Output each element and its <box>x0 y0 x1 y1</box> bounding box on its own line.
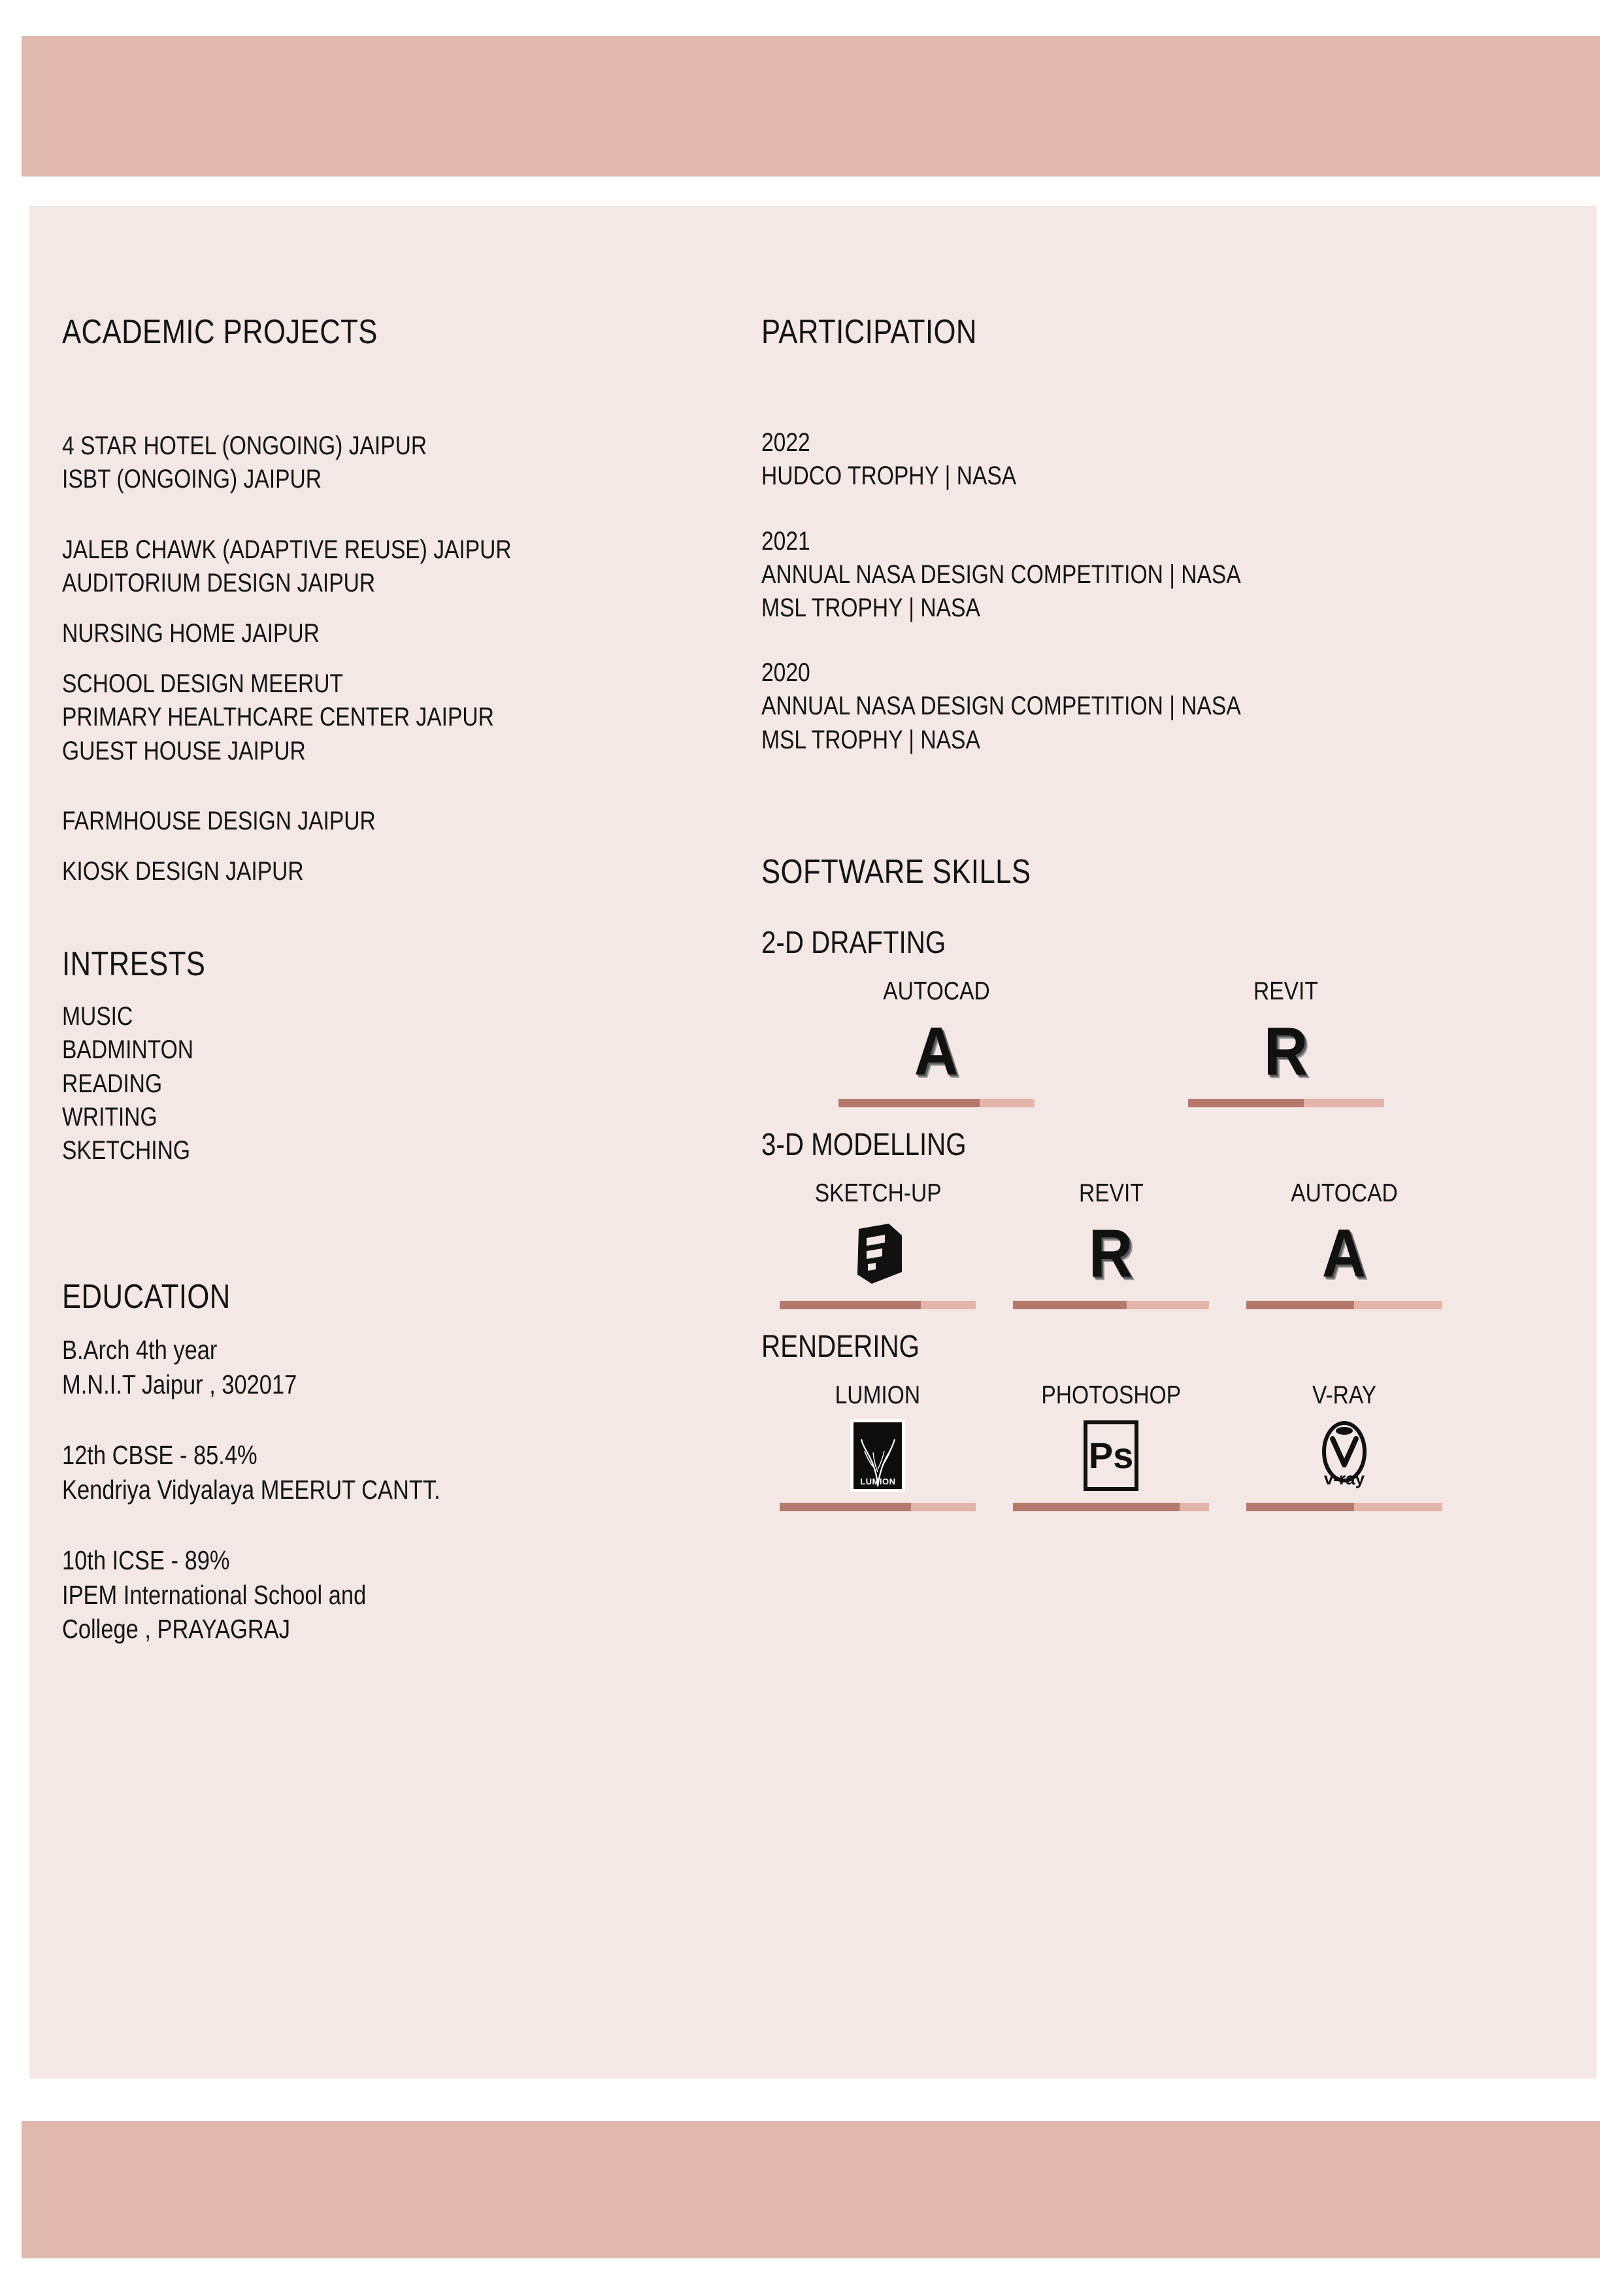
interests-list <box>62 1000 742 1167</box>
project-group <box>62 805 742 838</box>
skill-level-fill <box>1013 1503 1180 1511</box>
project-item: KIOSK DESIGN JAIPUR <box>62 856 304 886</box>
participation-entry <box>761 656 1533 757</box>
project-item: PRIMARY HEALTHCARE CENTER JAIPUR <box>62 703 494 732</box>
participation-item: MSL TROPHY | NASA <box>761 725 980 754</box>
project-item: JALEB CHAWK (ADAPTIVE REUSE) JAIPUR <box>62 535 512 564</box>
interest-item: WRITING <box>62 1102 157 1131</box>
skill-autocad <box>761 978 1111 1107</box>
education-line: IPEM International School and <box>62 1579 367 1610</box>
project-group <box>62 429 742 496</box>
interest-item: READING <box>62 1069 163 1098</box>
top-decorative-band <box>22 36 1600 176</box>
skill-autocad <box>1227 1180 1461 1309</box>
project-group <box>62 533 742 600</box>
sketchup-logo-icon <box>850 1214 906 1293</box>
right-column <box>761 314 1533 1511</box>
skill-label: V-RAY <box>1312 1381 1376 1410</box>
participation-item: ANNUAL NASA DESIGN COMPETITION | NASA <box>761 692 1241 721</box>
skill-label: LUMION <box>835 1381 921 1410</box>
participation-entry <box>761 525 1533 626</box>
project-group <box>62 855 742 888</box>
skill-level-bar <box>1013 1301 1209 1309</box>
participation-year: 2022 <box>761 428 810 458</box>
skill-category-2d-drafting: 2-D DRAFTING <box>761 925 946 960</box>
skill-category-rendering: RENDERING <box>761 1330 920 1365</box>
education-line: 10th ICSE - 89% <box>62 1545 230 1576</box>
skill-revit <box>1111 978 1461 1107</box>
skill-level-fill <box>1188 1099 1304 1107</box>
participation-item: MSL TROPHY | NASA <box>761 593 980 622</box>
skill-lumion <box>761 1382 995 1511</box>
project-item: AUDITORIUM DESIGN JAIPUR <box>62 568 376 597</box>
skill-level-fill <box>780 1301 921 1309</box>
project-item: NURSING HOME JAIPUR <box>62 618 320 648</box>
education-line: M.N.I.T Jaipur , 302017 <box>62 1369 297 1399</box>
skill-label: PHOTOSHOP <box>1041 1381 1181 1410</box>
education-line: Kendriya Vidyalaya MEERUT CANTT. <box>62 1474 440 1505</box>
interest-item: MUSIC <box>62 1002 133 1031</box>
skill-label: REVIT <box>1253 977 1318 1006</box>
education-line: B.Arch 4th year <box>62 1335 218 1365</box>
skill-level-bar <box>838 1099 1035 1107</box>
skill-level-bar <box>1013 1503 1209 1511</box>
participation-heading: PARTICIPATION <box>761 313 977 351</box>
lumion-logo-icon <box>850 1416 905 1495</box>
bottom-decorative-band <box>22 2121 1600 2258</box>
participation-item: ANNUAL NASA DESIGN COMPETITION | NASA <box>761 560 1241 589</box>
skill-row-rendering <box>761 1382 1461 1511</box>
vray-logo-svg <box>1310 1419 1378 1492</box>
svg-text:v-ray: v-ray <box>1323 1469 1365 1489</box>
lumion-wordmark: LUMION <box>860 1477 895 1489</box>
participation-entry <box>761 426 1533 493</box>
participation-item: HUDCO TROPHY | NASA <box>761 461 1017 491</box>
revit-logo-icon: R <box>1089 1216 1133 1292</box>
sketchup-logo-svg <box>850 1222 906 1285</box>
skill-level-bar <box>1246 1503 1442 1511</box>
interest-item: BADMINTON <box>62 1035 193 1065</box>
skill-level-fill <box>780 1503 911 1511</box>
skill-row-2d-drafting <box>761 978 1461 1107</box>
skill-level-fill <box>1246 1301 1354 1309</box>
resume-content-panel <box>29 206 1597 2079</box>
skill-photoshop <box>995 1382 1228 1511</box>
interest-item: SKETCHING <box>62 1136 191 1165</box>
revit-logo-icon: R <box>1263 1013 1308 1090</box>
skill-level-fill <box>1013 1301 1127 1309</box>
photoshop-ps-text: Ps <box>1088 1435 1134 1477</box>
photoshop-logo-icon <box>1084 1416 1138 1495</box>
skill-label: REVIT <box>1078 1179 1144 1208</box>
skill-sketchup <box>761 1180 995 1309</box>
skill-category-3d-modelling: 3-D MODELLING <box>761 1127 967 1162</box>
skill-label: AUTOCAD <box>1290 1179 1398 1208</box>
skill-level-bar <box>1246 1301 1442 1309</box>
education-entry <box>62 1333 742 1401</box>
participation-list <box>761 426 1533 757</box>
project-group <box>62 617 742 650</box>
skill-level-bar <box>1188 1099 1384 1107</box>
education-heading: EDUCATION <box>62 1278 231 1316</box>
autocad-logo-icon: A <box>1321 1216 1367 1292</box>
skill-label: AUTOCAD <box>882 977 990 1006</box>
software-skills-heading: SOFTWARE SKILLS <box>761 852 1031 891</box>
education-list <box>62 1333 742 1646</box>
participation-year: 2020 <box>761 658 810 688</box>
skill-vray <box>1227 1382 1461 1511</box>
academic-projects-heading: ACADEMIC PROJECTS <box>62 313 378 351</box>
education-entry <box>62 1543 742 1646</box>
interests-heading: INTRESTS <box>62 945 206 984</box>
education-line: 12th CBSE - 85.4% <box>62 1440 257 1471</box>
project-item: 4 STAR HOTEL (ONGOING) JAIPUR <box>62 431 427 461</box>
education-entry <box>62 1438 742 1507</box>
project-item: ISBT (ONGOING) JAIPUR <box>62 465 322 494</box>
left-column <box>62 314 742 1647</box>
skill-label: SKETCH-UP <box>814 1179 942 1208</box>
skill-level-bar <box>780 1301 976 1309</box>
academic-projects-list <box>62 429 742 888</box>
skill-level-fill <box>838 1099 980 1107</box>
project-item: GUEST HOUSE JAIPUR <box>62 736 306 765</box>
project-group <box>62 667 742 768</box>
project-item: SCHOOL DESIGN MEERUT <box>62 669 344 699</box>
skill-level-bar <box>780 1503 976 1511</box>
skill-revit <box>995 1180 1228 1309</box>
skill-level-fill <box>1246 1503 1354 1511</box>
skill-row-3d-modelling <box>761 1180 1461 1309</box>
project-item: FARMHOUSE DESIGN JAIPUR <box>62 806 376 835</box>
participation-year: 2021 <box>761 526 810 556</box>
education-line: College , PRAYAGRAJ <box>62 1614 290 1645</box>
vray-logo-icon <box>1310 1416 1378 1495</box>
lumion-tree-graphic <box>853 1422 902 1489</box>
autocad-logo-icon: A <box>914 1013 959 1090</box>
